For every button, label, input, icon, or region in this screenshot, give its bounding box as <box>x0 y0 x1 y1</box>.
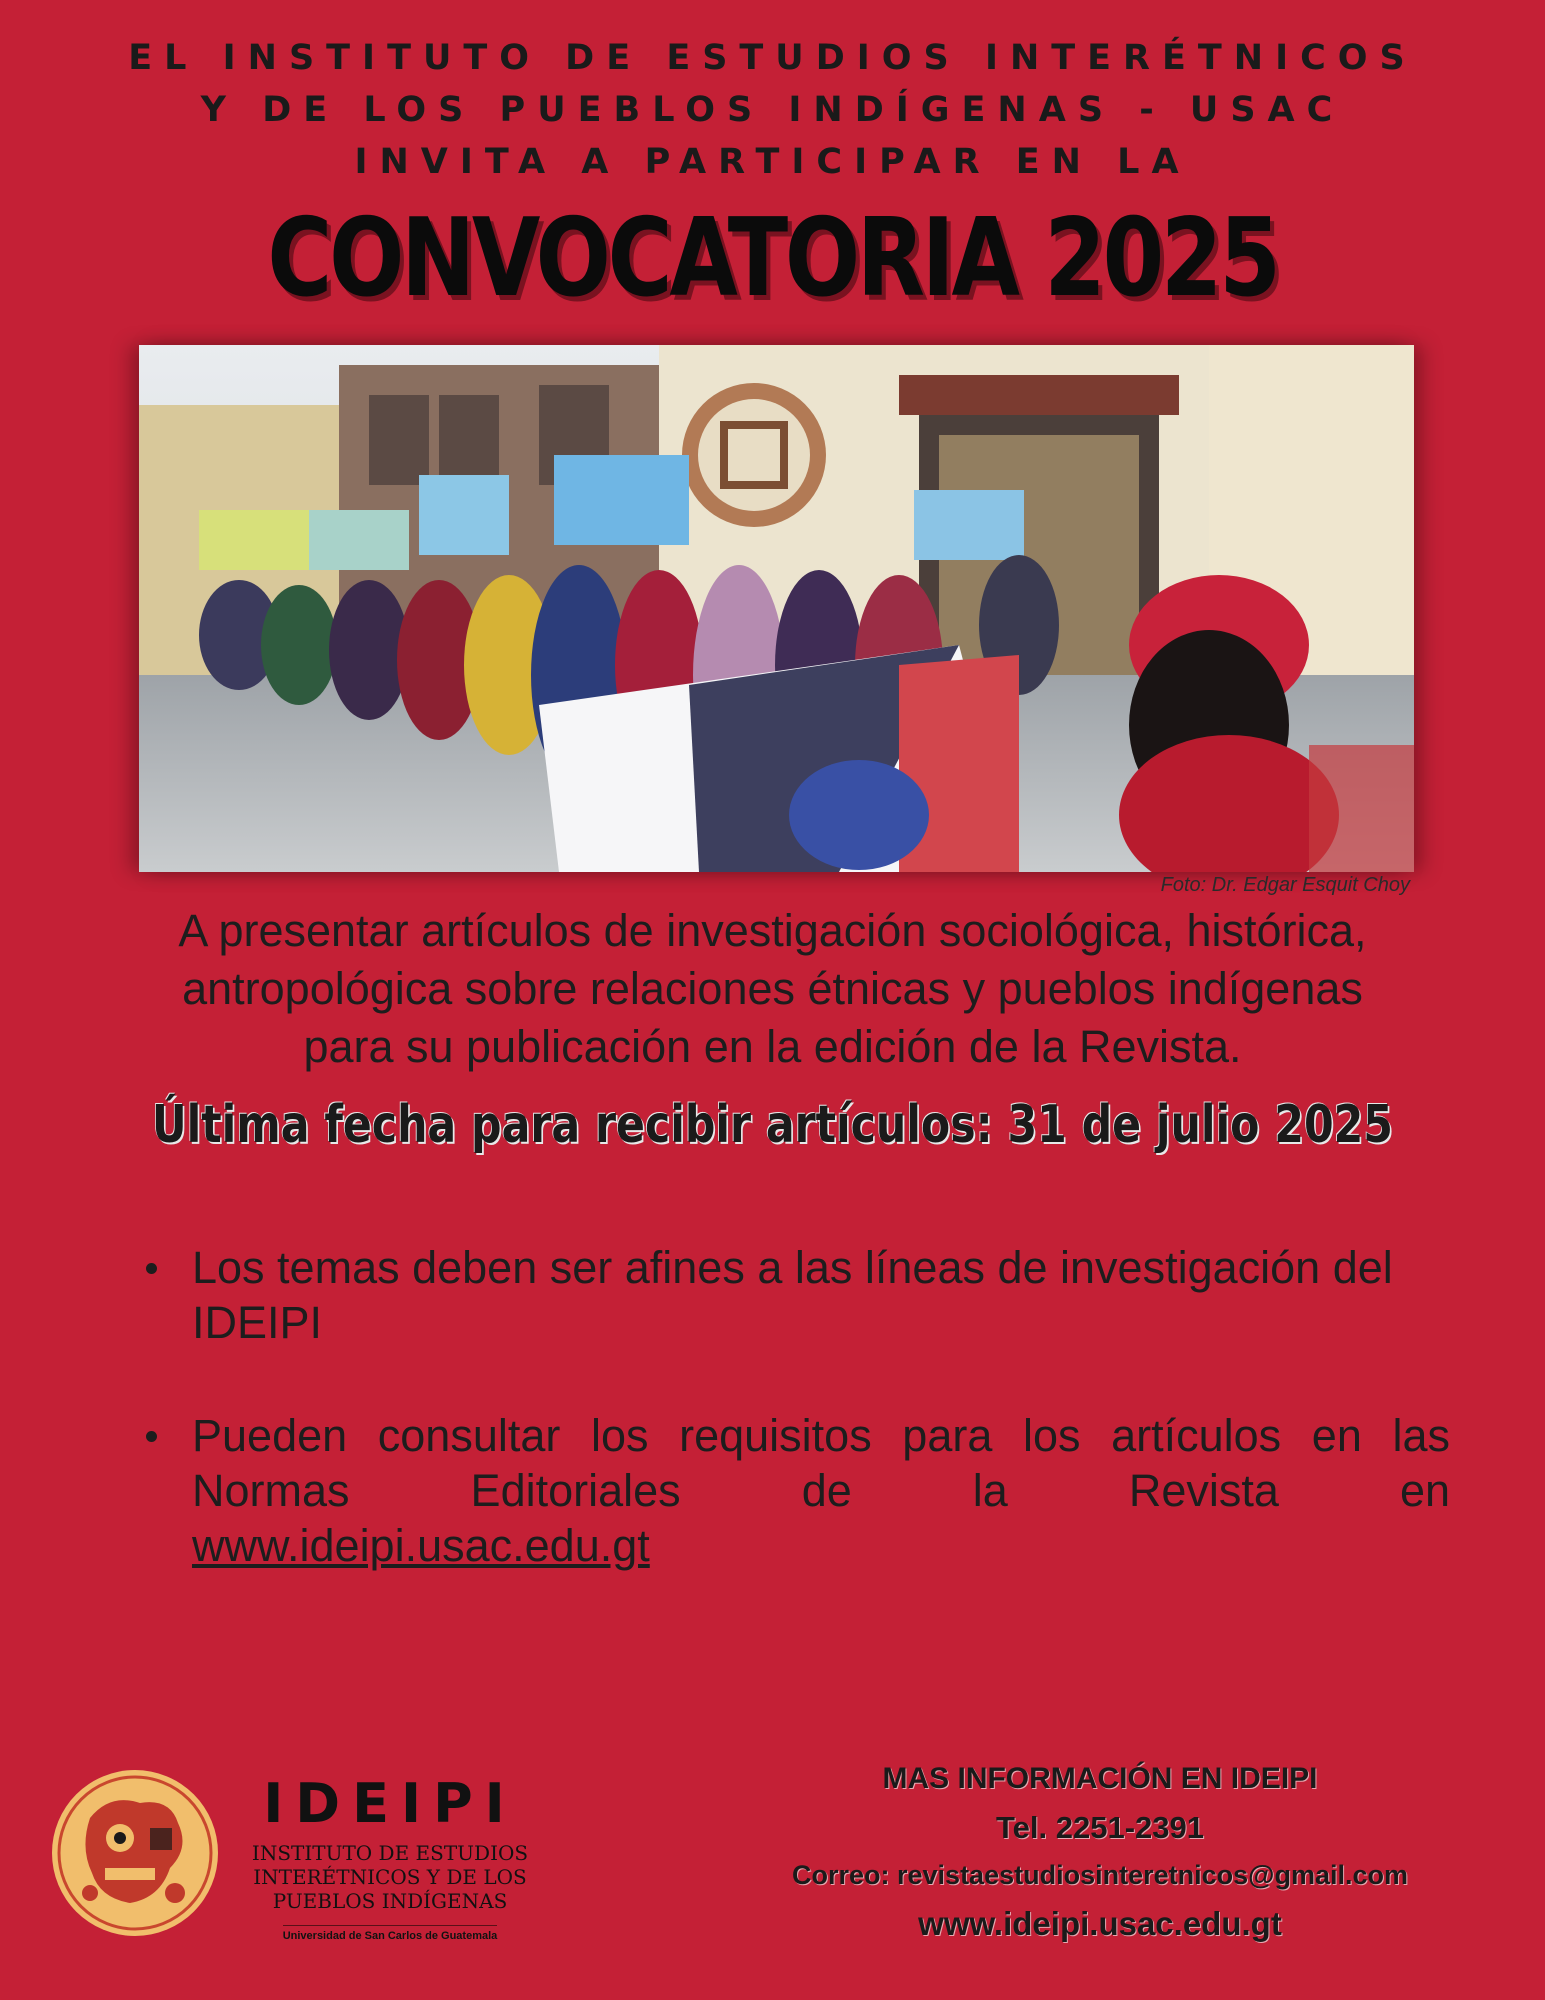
deadline-text: Última fecha para recibir artículos: 31 de julio 2025 <box>152 1095 1393 1155</box>
list-item <box>140 1240 1450 1350</box>
brand-block <box>250 1772 530 1943</box>
header-line-1: EL INSTITUTO DE ESTUDIOS INTERÉTNICOS <box>128 38 1417 78</box>
contact-website[interactable]: www.ideipi.usac.edu.gt <box>918 1905 1282 1942</box>
list-item <box>140 1408 1450 1573</box>
brand-name: IDEIPI <box>263 1772 517 1835</box>
header-line-3: INVITA A PARTICIPAR EN LA <box>354 142 1191 182</box>
university-name: Universidad de San Carlos de Guatemala <box>283 1925 498 1942</box>
brand-subtitle <box>250 1841 530 1913</box>
bullet-icon <box>146 1431 157 1442</box>
page-title: CONVOCATORIA 2025 <box>267 196 1278 321</box>
brand-line-2: INTERÉTNICOS Y DE LOS <box>253 1865 527 1889</box>
ideipi-seal-logo <box>50 1768 220 1938</box>
brand-line-1: INSTITUTO DE ESTUDIOS <box>251 1841 529 1865</box>
header-line-2: Y DE LOS PUEBLOS INDÍGENAS - USAC <box>200 90 1345 130</box>
list-item-text-line-2: Normas Editoriales de la Revista en <box>192 1465 1450 1516</box>
contact-block <box>740 1762 1460 1957</box>
list-item-text: Los temas deben ser afines a las líneas de investigación del IDEIPI <box>192 1242 1393 1348</box>
contact-heading: MAS INFORMACIÓN EN IDEIPI <box>882 1762 1318 1795</box>
march-photo <box>139 345 1414 872</box>
intro-line-3: para su publicación en la edición de la Revista. <box>303 1021 1242 1072</box>
requirements-list <box>140 1240 1450 1631</box>
intro-line-1: A presentar artículos de investigación sociológica, histórica, <box>178 905 1367 956</box>
brand-line-3: PUEBLOS INDÍGENAS <box>272 1889 508 1913</box>
website-link[interactable]: www.ideipi.usac.edu.gt <box>192 1520 650 1571</box>
list-item-text-line-1: Pueden consultar los requisitos para los artículos en las <box>192 1410 1450 1461</box>
bullet-icon <box>146 1263 157 1274</box>
intro-text <box>60 902 1485 1076</box>
photo-credit: Foto: Dr. Edgar Esquit Choy <box>1160 874 1410 896</box>
contact-email: Correo: revistaestudiosinteretnicos@gmail.com <box>792 1860 1408 1890</box>
march-photo-illustration <box>139 345 1414 872</box>
intro-line-2: antropológica sobre relaciones étnicas y pueblos indígenas <box>182 963 1363 1014</box>
contact-phone: Tel. 2251-2391 <box>996 1810 1204 1845</box>
